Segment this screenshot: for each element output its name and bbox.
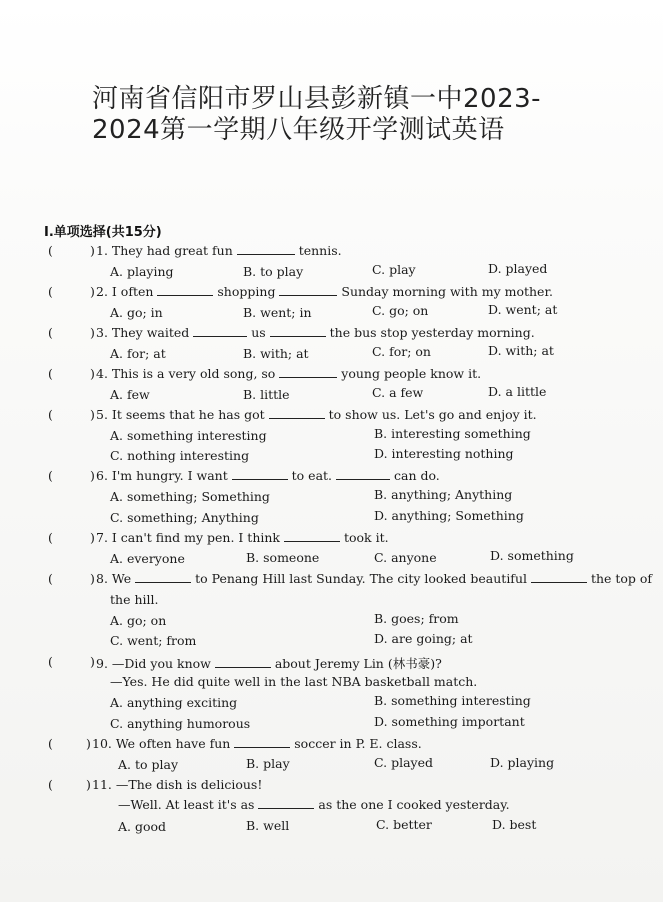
answer-blank[interactable] xyxy=(237,243,295,255)
answer-blank[interactable] xyxy=(232,468,288,480)
answer-blank[interactable] xyxy=(279,284,337,296)
option-b[interactable]: B. someone xyxy=(246,550,320,565)
option-c[interactable]: C. anyone xyxy=(374,550,437,565)
option-d[interactable]: D. a little xyxy=(488,384,547,399)
answer-paren-open: ( xyxy=(48,243,53,258)
answer-blank[interactable] xyxy=(157,284,213,296)
option-a[interactable]: A. to play xyxy=(118,757,179,772)
answer-blank[interactable] xyxy=(269,407,325,419)
option-a[interactable]: A. playing xyxy=(110,264,174,279)
option-c[interactable]: C. better xyxy=(376,817,432,832)
question-stem: 8. We to Penang Hill last Sunday. The city looked beautiful the top of xyxy=(96,571,653,586)
answer-blank[interactable] xyxy=(531,571,587,583)
option-c[interactable]: C. play xyxy=(372,262,416,277)
option-c[interactable]: C. played xyxy=(374,755,433,770)
option-a[interactable]: A. everyone xyxy=(110,551,185,566)
question-stem: 7. I can't find my pen. I think took it. xyxy=(96,530,389,545)
answer-blank[interactable] xyxy=(215,656,271,668)
bleed-through-text xyxy=(296,208,300,222)
option-d[interactable]: D. played xyxy=(488,261,548,276)
option-c[interactable]: C. went; from xyxy=(110,633,197,648)
option-b[interactable]: B. to play xyxy=(243,264,304,279)
answer-paren-close: ) xyxy=(90,243,95,258)
option-a[interactable]: A. go; on xyxy=(110,613,167,628)
option-a[interactable]: A. anything exciting xyxy=(110,695,238,710)
answer-blank[interactable] xyxy=(258,797,314,809)
option-d[interactable]: D. playing xyxy=(490,755,555,770)
option-d[interactable]: D. with; at xyxy=(488,343,554,358)
option-a[interactable]: A. go; in xyxy=(110,305,163,320)
question-stem-continued: —Well. At least it's as as the one I cooked yesterday. xyxy=(118,797,510,812)
option-b[interactable]: B. little xyxy=(243,387,290,402)
answer-blank[interactable] xyxy=(270,325,326,337)
option-d[interactable]: D. something xyxy=(490,548,574,563)
question-stem: 3. They waited us the bus stop yesterday morning. xyxy=(96,325,535,340)
option-d[interactable]: D. best xyxy=(492,817,537,832)
question-stem: 9. —Did you know about Jeremy Lin (林书豪)? xyxy=(96,656,442,671)
option-a[interactable]: A. something interesting xyxy=(110,428,267,443)
question-stem: 6. I'm hungry. I want to eat. can do. xyxy=(96,468,440,483)
option-c[interactable]: C. a few xyxy=(372,385,424,400)
option-b[interactable]: B. something interesting xyxy=(374,693,531,708)
page-title xyxy=(92,84,652,146)
option-c[interactable]: C. for; on xyxy=(372,344,431,359)
question-stem: 10. We often have fun soccer in P. E. class. xyxy=(92,736,422,751)
question-stem-continued: —Yes. He did quite well in the last NBA basketball match. xyxy=(110,674,478,689)
option-b[interactable]: B. anything; Anything xyxy=(374,487,513,502)
option-a[interactable]: A. for; at xyxy=(110,346,166,361)
answer-blank[interactable] xyxy=(336,468,390,480)
section-header: Ⅰ.单项选择(共15分) xyxy=(44,225,162,240)
question-stem: 1. They had great fun tennis. xyxy=(96,243,342,258)
option-a[interactable]: A. few xyxy=(110,387,150,402)
option-b[interactable]: B. goes; from xyxy=(374,611,459,626)
option-a[interactable]: A. good xyxy=(118,819,167,834)
option-d[interactable]: D. went; at xyxy=(488,302,558,317)
option-b[interactable]: B. went; in xyxy=(243,305,312,320)
question-stem-continued: the hill. xyxy=(110,592,159,607)
question-stem: 2. I often shopping Sunday morning with my mother. xyxy=(96,284,554,299)
option-c[interactable]: C. anything humorous xyxy=(110,716,251,731)
answer-blank[interactable] xyxy=(279,366,337,378)
option-b[interactable]: B. play xyxy=(246,756,290,771)
answer-blank[interactable] xyxy=(135,571,191,583)
option-c[interactable]: C. nothing interesting xyxy=(110,448,250,463)
answer-blank[interactable] xyxy=(284,530,340,542)
option-d[interactable]: D. something important xyxy=(374,714,525,729)
question-stem: 11. —The dish is delicious! xyxy=(92,777,263,792)
option-b[interactable]: B. with; at xyxy=(243,346,309,361)
option-b[interactable]: B. interesting something xyxy=(374,426,531,441)
option-c[interactable]: C. something; Anything xyxy=(110,510,259,525)
option-d[interactable]: D. interesting nothing xyxy=(374,446,514,461)
question-stem: 5. It seems that he has got to show us. Let's go and enjoy it. xyxy=(96,407,537,422)
title-line-1: 河南省信阳市罗山县彭新镇一中2023- xyxy=(92,84,542,114)
answer-blank[interactable] xyxy=(193,325,247,337)
question-stem: 4. This is a very old song, so young people know it. xyxy=(96,366,482,381)
title-line-2: 2024第一学期八年级开学测试英语 xyxy=(92,115,505,145)
option-b[interactable]: B. well xyxy=(246,818,290,833)
option-a[interactable]: A. something; Something xyxy=(110,489,270,504)
exam-sheet: 河南省信阳市罗山县彭新镇一中2023- 2024第一学期八年级开学测试英语 Ⅰ.单项选择(共15分) ( ) 1. They had great fun tennis. A. playing B. to play C. play D. played ( ) 2. I often shopping Sunday morning with my mother. A. go; in B. went; in C. go; on D. went; at ( ) 3. They waited us the bus stop yesterday morning. A. for; at B. with; at C. for; on D. with; at ( ) 4. This is a very old song, so young people know it. A. few B. little C. a few D. a little ( ) 5. It seems that he has got to show us. Let's go and enjoy it. A. something interesting B. interesting something C. nothing interesting D. interesting nothing ( ) 6. I'm hungry. I want to eat. can do. A. something; Something B. anything; Anything C. something; Anything D. anything; Something ( ) 7. I can't find my pen. I think took it. A. everyone B. someone C. anyone D. something ( ) 8. We to Penang Hill last Sunday. The city looked beautiful the top of the hill. A. go; on B. goes; from C. went; from D. are going; at ( ) 9. —Did you know about Jeremy Lin (林书豪)? —Yes. He did quite well in the last NBA basketball match. A. anything exciting B. something interesting C. anything humorous D. something important ( ) 10. We often have fun soccer in P. E. class. A. to play B. play C. played D. playing ( ) 11. —The dish is delicious! —Well. At least it's as as the one I cooked yesterday. A. good B. well C. better D. best xyxy=(0,0,663,902)
option-d[interactable]: D. anything; Something xyxy=(374,508,524,523)
answer-blank[interactable] xyxy=(234,736,290,748)
option-c[interactable]: C. go; on xyxy=(372,303,429,318)
option-d[interactable]: D. are going; at xyxy=(374,631,473,646)
